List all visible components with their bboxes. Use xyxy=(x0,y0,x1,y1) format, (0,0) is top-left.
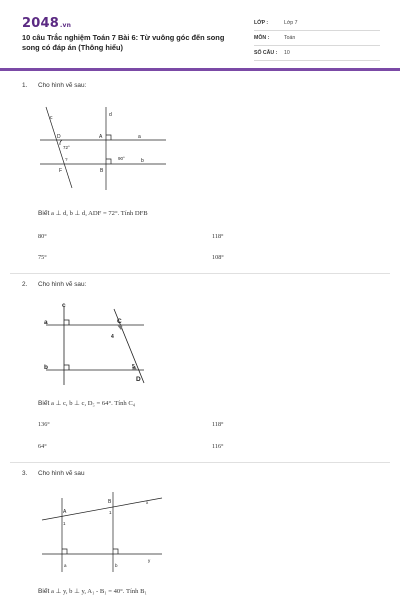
option-a[interactable]: 80° xyxy=(38,233,47,240)
question-3-figure xyxy=(38,490,168,580)
question-2-figure xyxy=(38,297,168,389)
question-2-heading xyxy=(22,281,86,288)
label-b: b xyxy=(44,364,48,371)
question-1-figure xyxy=(38,102,178,192)
angle-mark-A1: 1 xyxy=(63,521,66,526)
label-a: a xyxy=(44,319,48,326)
question-2-statement: Biết a ⊥ c, b ⊥ c, D₅ = 64°. Tính C₄ xyxy=(38,400,136,407)
question-prompt: Cho hình vẽ sau xyxy=(38,470,85,477)
angle-90: 90° xyxy=(118,156,125,161)
angle-mark-5: 5 xyxy=(132,364,135,370)
question-1-heading xyxy=(22,82,86,89)
option-c[interactable]: 75° xyxy=(38,254,47,261)
point-D: D xyxy=(136,376,141,383)
site-logo[interactable]: 2048.vn xyxy=(22,16,72,31)
angle-72: 72° xyxy=(63,145,70,150)
label-y: y xyxy=(148,558,151,563)
option-c[interactable]: 64° xyxy=(38,443,47,450)
label-a: a xyxy=(64,563,67,568)
question-1-statement: Biết a ⊥ d, b ⊥ d, ADF = 72°. Tính DFB xyxy=(38,210,148,217)
option-d[interactable]: 116° xyxy=(212,443,224,450)
angle-unknown: ? xyxy=(65,157,68,162)
meta-value: 10 xyxy=(284,50,290,56)
question-3-statement: Biết a ⊥ y, b ⊥ y, A₁ - B₁ = 40°. Tính B₁ xyxy=(38,588,147,595)
right-angle-mark xyxy=(106,159,111,164)
point-A: A xyxy=(63,509,67,515)
meta-value: Toán xyxy=(284,35,296,41)
right-angle-mark xyxy=(62,549,67,554)
meta-value: Lớp 7 xyxy=(284,20,298,26)
page-header xyxy=(0,0,400,66)
label-b: b xyxy=(115,563,118,568)
point-B: B xyxy=(100,168,104,174)
meta-row-subject xyxy=(254,31,380,46)
label-x: x xyxy=(146,500,149,505)
meta-label: LỚP : xyxy=(254,20,269,26)
meta-row-class xyxy=(254,16,380,31)
meta-row-count xyxy=(254,46,380,61)
question-prompt: Cho hình vẽ sau: xyxy=(38,281,87,288)
option-b[interactable]: 118° xyxy=(212,233,224,240)
document-title: 10 câu Trắc nghiệm Toán 7 Bài 6: Từ vuông góc đến song song có đáp án (Thông hiểu) xyxy=(22,33,225,52)
angle-arc xyxy=(60,140,62,145)
header-divider xyxy=(0,68,400,71)
label-a: a xyxy=(138,134,141,140)
right-angle-mark xyxy=(106,135,111,140)
question-number: 2. xyxy=(22,281,28,288)
question-divider xyxy=(10,462,390,463)
question-divider xyxy=(10,273,390,274)
option-d[interactable]: 108° xyxy=(212,254,224,261)
label-c: c xyxy=(50,115,53,121)
angle-mark-B1: 1 xyxy=(109,510,112,515)
meta-panel xyxy=(254,16,380,61)
line-x xyxy=(42,498,162,520)
option-a[interactable]: 136° xyxy=(38,421,50,428)
meta-label: MÔN : xyxy=(254,35,270,41)
point-C: C xyxy=(117,318,122,325)
right-angle-mark xyxy=(64,320,69,325)
option-b[interactable]: 118° xyxy=(212,421,224,428)
point-F: F xyxy=(59,168,63,174)
question-number: 3. xyxy=(22,470,28,477)
angle-mark-4: 4 xyxy=(111,334,114,340)
meta-label: SỐ CÂU : xyxy=(254,50,278,56)
point-B: B xyxy=(108,499,112,505)
point-D: D xyxy=(57,134,61,140)
point-A: A xyxy=(99,134,103,140)
angle-shade xyxy=(117,325,122,330)
label-b: b xyxy=(141,158,144,164)
question-prompt: Cho hình vẽ sau: xyxy=(38,82,87,89)
label-c: c xyxy=(62,302,66,309)
label-d: d xyxy=(109,112,112,118)
right-angle-mark xyxy=(64,365,69,370)
question-3-heading xyxy=(22,470,85,477)
question-number: 1. xyxy=(22,82,28,89)
right-angle-mark xyxy=(113,549,118,554)
